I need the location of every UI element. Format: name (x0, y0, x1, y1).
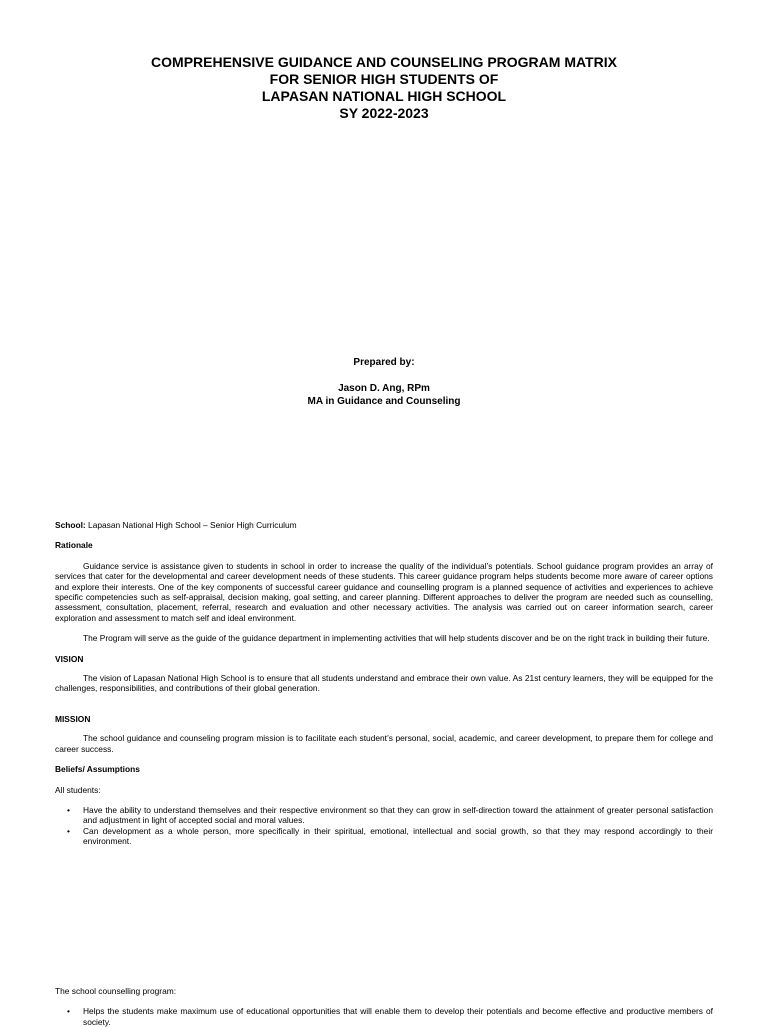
author-name: Jason D. Ang, RPm (338, 383, 430, 394)
title-line-4: SY 2022-2023 (339, 105, 429, 121)
title-line-2: FOR SENIOR HIGH STUDENTS OF (269, 71, 499, 87)
bullet-icon: • (67, 825, 70, 836)
beliefs-intro: All students: (55, 784, 101, 795)
rationale-heading: Rationale (55, 540, 93, 551)
author-degree: MA in Guidance and Counseling (307, 396, 461, 407)
rationale-paragraph-1: Guidance service is assistance given to students in school in order to increase the quality of the individual’s potentials. School guidance program provides an array of services that cater for the developmental and career development needs of these students. This career guidance program helps students become more aware of career options and explore their interests. One of the key components of successful career guidance and counselling program is a planned sequence of activities and experiences to achieve specific competencies such as self-appraisal, decision making, goal setting, and career planning. Different approaches to deliver the program are needed such as counselling, assessment, consultation, placement, referral, research and evaluation and other necessary activities. The analysis was carried out on career information search, career exploration and assessment to match self and ideal environment. (55, 560, 713, 623)
list-item: • Helps the students make maximum use of educational opportunities that will enable them to develop their potentials and become effective and productive members of society. (67, 1006, 713, 1027)
prepared-by-label: Prepared by: (353, 357, 415, 368)
school-value: Lapasan National High School – Senior High Curriculum (85, 520, 297, 530)
bullet-icon: • (67, 804, 70, 815)
program-section (55, 986, 713, 1027)
prepared-by-block (0, 356, 768, 408)
mission-heading: MISSION (55, 713, 91, 724)
document-body (55, 520, 713, 847)
school-line (55, 520, 713, 530)
school-label: School: (55, 520, 86, 530)
title-line-3: LAPASAN NATIONAL HIGH SCHOOL (261, 88, 507, 104)
document-title (0, 54, 768, 122)
beliefs-heading: Beliefs/ Assumptions (55, 764, 140, 775)
list-item: • Have the ability to understand themselves and their respective environment so that they can grow in self-direction toward the attainment of greater personal satisfaction and adjustment in light of accepted social and moral values. (67, 804, 713, 826)
program-intro: The school counselling program: (55, 986, 177, 996)
bullet-icon: • (67, 1006, 70, 1017)
title-line-1: COMPREHENSIVE GUIDANCE AND COUNSELING PROGRAM MATRIX (151, 54, 617, 70)
beliefs-list (55, 805, 713, 847)
rationale-paragraph-2: The Program will serve as the guide of the guidance department in implementing activities that will help students discover and be on the right track in building their future. (83, 633, 710, 644)
vision-heading: VISION (55, 653, 84, 664)
vision-paragraph: The vision of Lapasan National High School is to ensure that all students understand and embrace their own value. As 21st century learners, they will be equipped for the challenges, responsibilities, and contributions of their global generation. (55, 673, 713, 694)
mission-paragraph: The school guidance and counseling program mission is to facilitate each student’s personal, social, academic, and career development, to prepare them for college and career success. (55, 733, 713, 754)
list-item: • Can development as a whole person, more specifically in their spiritual, emotional, intellectual and social growth, so that they may respond accordingly to their environment. (67, 825, 713, 847)
